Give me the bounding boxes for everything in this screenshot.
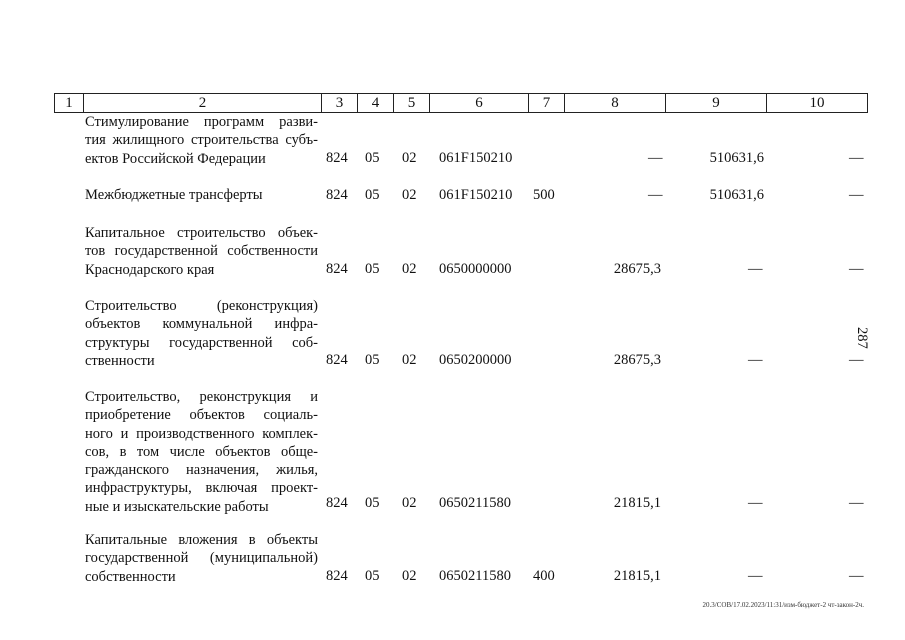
row-amount-col10: — xyxy=(849,150,864,166)
row-target-code: 0650211580 xyxy=(439,495,511,511)
row-amount-col10: — xyxy=(849,568,864,584)
column-header-4: 4 xyxy=(358,94,394,112)
row-name: Межбюджетные трансферты xyxy=(85,187,263,203)
row-section: 05 xyxy=(365,568,380,584)
row-name: Стимулирование программ разви- тия жилищного строительства субъ- ектов Российской Федерации xyxy=(85,114,318,167)
row-amount-col8: 28675,3 xyxy=(613,261,661,277)
row-subsection: 02 xyxy=(402,187,417,203)
row-admin-code: 824 xyxy=(326,352,348,368)
column-header-1: 1 xyxy=(55,94,84,112)
row-name: Строительство (реконструкция) объектов коммунальной инфра- структуры государственной соб- ственности xyxy=(85,298,318,369)
row-amount-col8: 21815,1 xyxy=(613,568,661,584)
row-amount-col10: — xyxy=(849,352,864,368)
row-subsection: 02 xyxy=(402,495,417,511)
row-amount-col9: — xyxy=(748,495,763,511)
row-subsection: 02 xyxy=(402,568,417,584)
row-subsection: 02 xyxy=(402,150,417,166)
row-amount-col10: — xyxy=(849,261,864,277)
column-header-5: 5 xyxy=(394,94,430,112)
row-target-code: 0650200000 xyxy=(439,352,512,368)
row-target-code: 0650000000 xyxy=(439,261,512,277)
column-header-2: 2 xyxy=(84,94,322,112)
row-section: 05 xyxy=(365,352,380,368)
column-header-7: 7 xyxy=(529,94,565,112)
row-admin-code: 824 xyxy=(326,150,348,166)
row-name: Капитальные вложения в объекты государственной (муниципальной) собственности xyxy=(85,532,318,585)
row-admin-code: 824 xyxy=(326,568,348,584)
column-header-10: 10 xyxy=(809,95,825,111)
row-amount-col8: 21815,1 xyxy=(613,495,661,511)
row-admin-code: 824 xyxy=(326,187,348,203)
row-amount-col9: — xyxy=(748,352,763,368)
row-amount-col8: — xyxy=(648,187,663,203)
column-header-9: 9 xyxy=(666,94,767,112)
row-amount-col8: — xyxy=(648,150,663,166)
column-header-row xyxy=(54,93,868,113)
row-name: Строительство, реконструкция и приобретение объектов социаль- ного и производственного комплек- сов, в том числе объектов обще- гражданского назначения, жилья, инфраструктуры, включая проект- ные и изыскательские работы xyxy=(85,389,318,515)
row-admin-code: 824 xyxy=(326,261,348,277)
row-amount-col9: 510631,6 xyxy=(709,187,764,203)
row-target-code: 0650211580 xyxy=(439,568,511,584)
row-amount-col10: — xyxy=(849,495,864,511)
row-amount-col8: 28675,3 xyxy=(613,352,661,368)
column-header-8: 8 xyxy=(565,94,666,112)
column-header-3: 3 xyxy=(322,94,358,112)
row-expense-type: 500 xyxy=(533,187,555,203)
row-amount-col9: — xyxy=(748,568,763,584)
row-section: 05 xyxy=(365,187,380,203)
column-header-6: 6 xyxy=(430,94,529,112)
row-section: 05 xyxy=(365,150,380,166)
page-number: 287 xyxy=(854,327,870,349)
row-target-code: 061F150210 xyxy=(439,187,513,203)
row-amount-col9: — xyxy=(748,261,763,277)
footer-stamp: 20.3/СОВ/17.02.2023/11:31/изм-бюджет-2 чт-закон-2ч. xyxy=(702,601,864,609)
row-amount-col9: 510631,6 xyxy=(709,150,764,166)
row-expense-type: 400 xyxy=(533,568,555,584)
row-target-code: 061F150210 xyxy=(439,150,513,166)
row-section: 05 xyxy=(365,261,380,277)
row-subsection: 02 xyxy=(402,261,417,277)
row-admin-code: 824 xyxy=(326,495,348,511)
row-section: 05 xyxy=(365,495,380,511)
row-amount-col10: — xyxy=(849,187,864,203)
row-name: Капитальное строительство объек- тов государственной собственности Краснодарского края xyxy=(85,225,318,278)
row-subsection: 02 xyxy=(402,352,417,368)
